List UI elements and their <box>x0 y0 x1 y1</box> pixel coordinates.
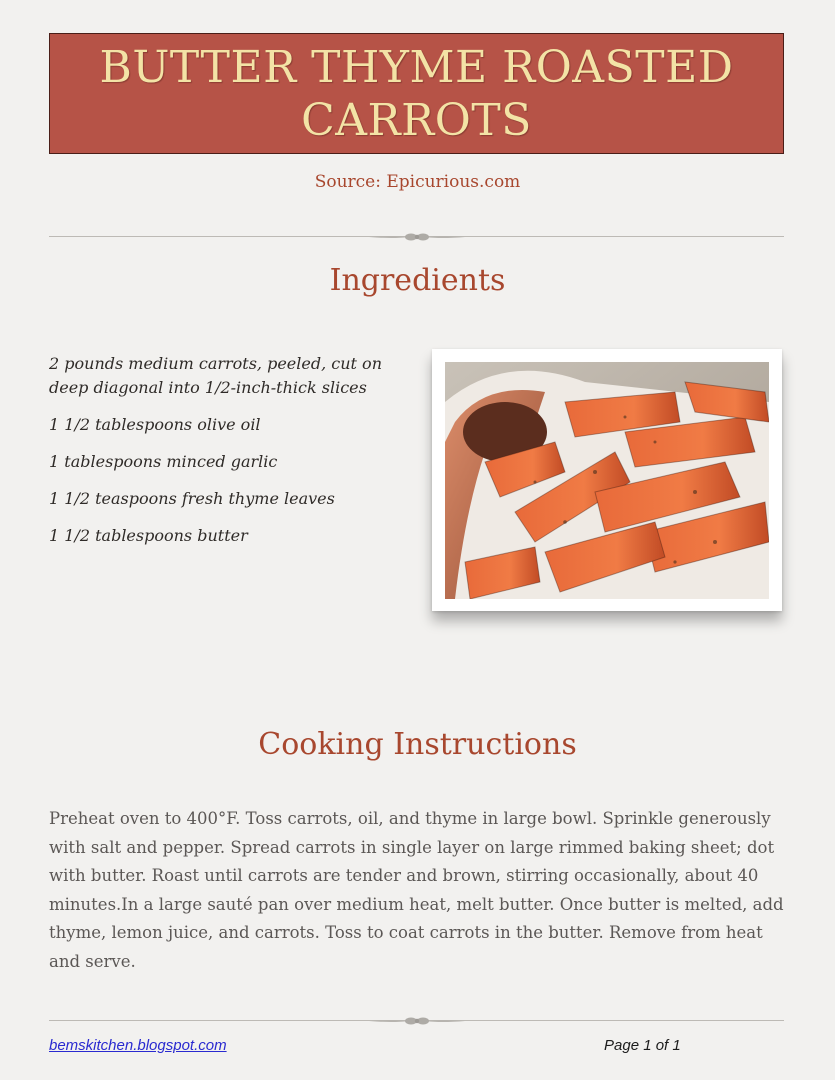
ingredients-list <box>49 352 409 561</box>
ingredient-item: 2 pounds medium carrots, peeled, cut on deep diagonal into 1/2-inch-thick slices <box>49 354 382 397</box>
ingredient-item: 1 1/2 teaspoons fresh thyme leaves <box>49 489 335 508</box>
instructions-text: Preheat oven to 400°F. Toss carrots, oil, and thyme in large bowl. Sprinkle generously with salt and pepper. Spread carrots in single layer on large rimmed baking sheet; dot with butter. Roast until carrots are tender and brown, stirring occasionally, about 40 minutes.In a large sauté pan over medium heat, melt butter. Once butter is melted, add thyme, lemon juice, and carrots. Toss to coat carrots in the butter. Remove from heat and serve. <box>49 809 784 971</box>
page-number: Page 1 of 1 <box>604 1037 681 1054</box>
divider-top <box>49 231 784 243</box>
ornament-icon <box>369 1015 465 1027</box>
page-title: BUTTER THYME ROASTED CARROTS <box>99 41 734 146</box>
recipe-photo-frame <box>432 349 782 611</box>
roasted-carrots-photo <box>445 362 769 599</box>
ingredients-heading: Ingredients <box>329 263 506 298</box>
instructions-heading: Cooking Instructions <box>258 727 577 762</box>
blog-link[interactable]: bemskitchen.blogspot.com <box>49 1037 227 1054</box>
ingredient-item: 1 1/2 tablespoons olive oil <box>49 415 261 434</box>
recipe-source: Source: Epicurious.com <box>314 172 521 192</box>
ingredient-item: 1 tablespoons minced garlic <box>49 452 278 471</box>
title-banner <box>49 33 784 154</box>
ingredient-item: 1 1/2 tablespoons butter <box>49 526 248 545</box>
ornament-icon <box>369 231 465 243</box>
divider-bottom <box>49 1015 784 1027</box>
